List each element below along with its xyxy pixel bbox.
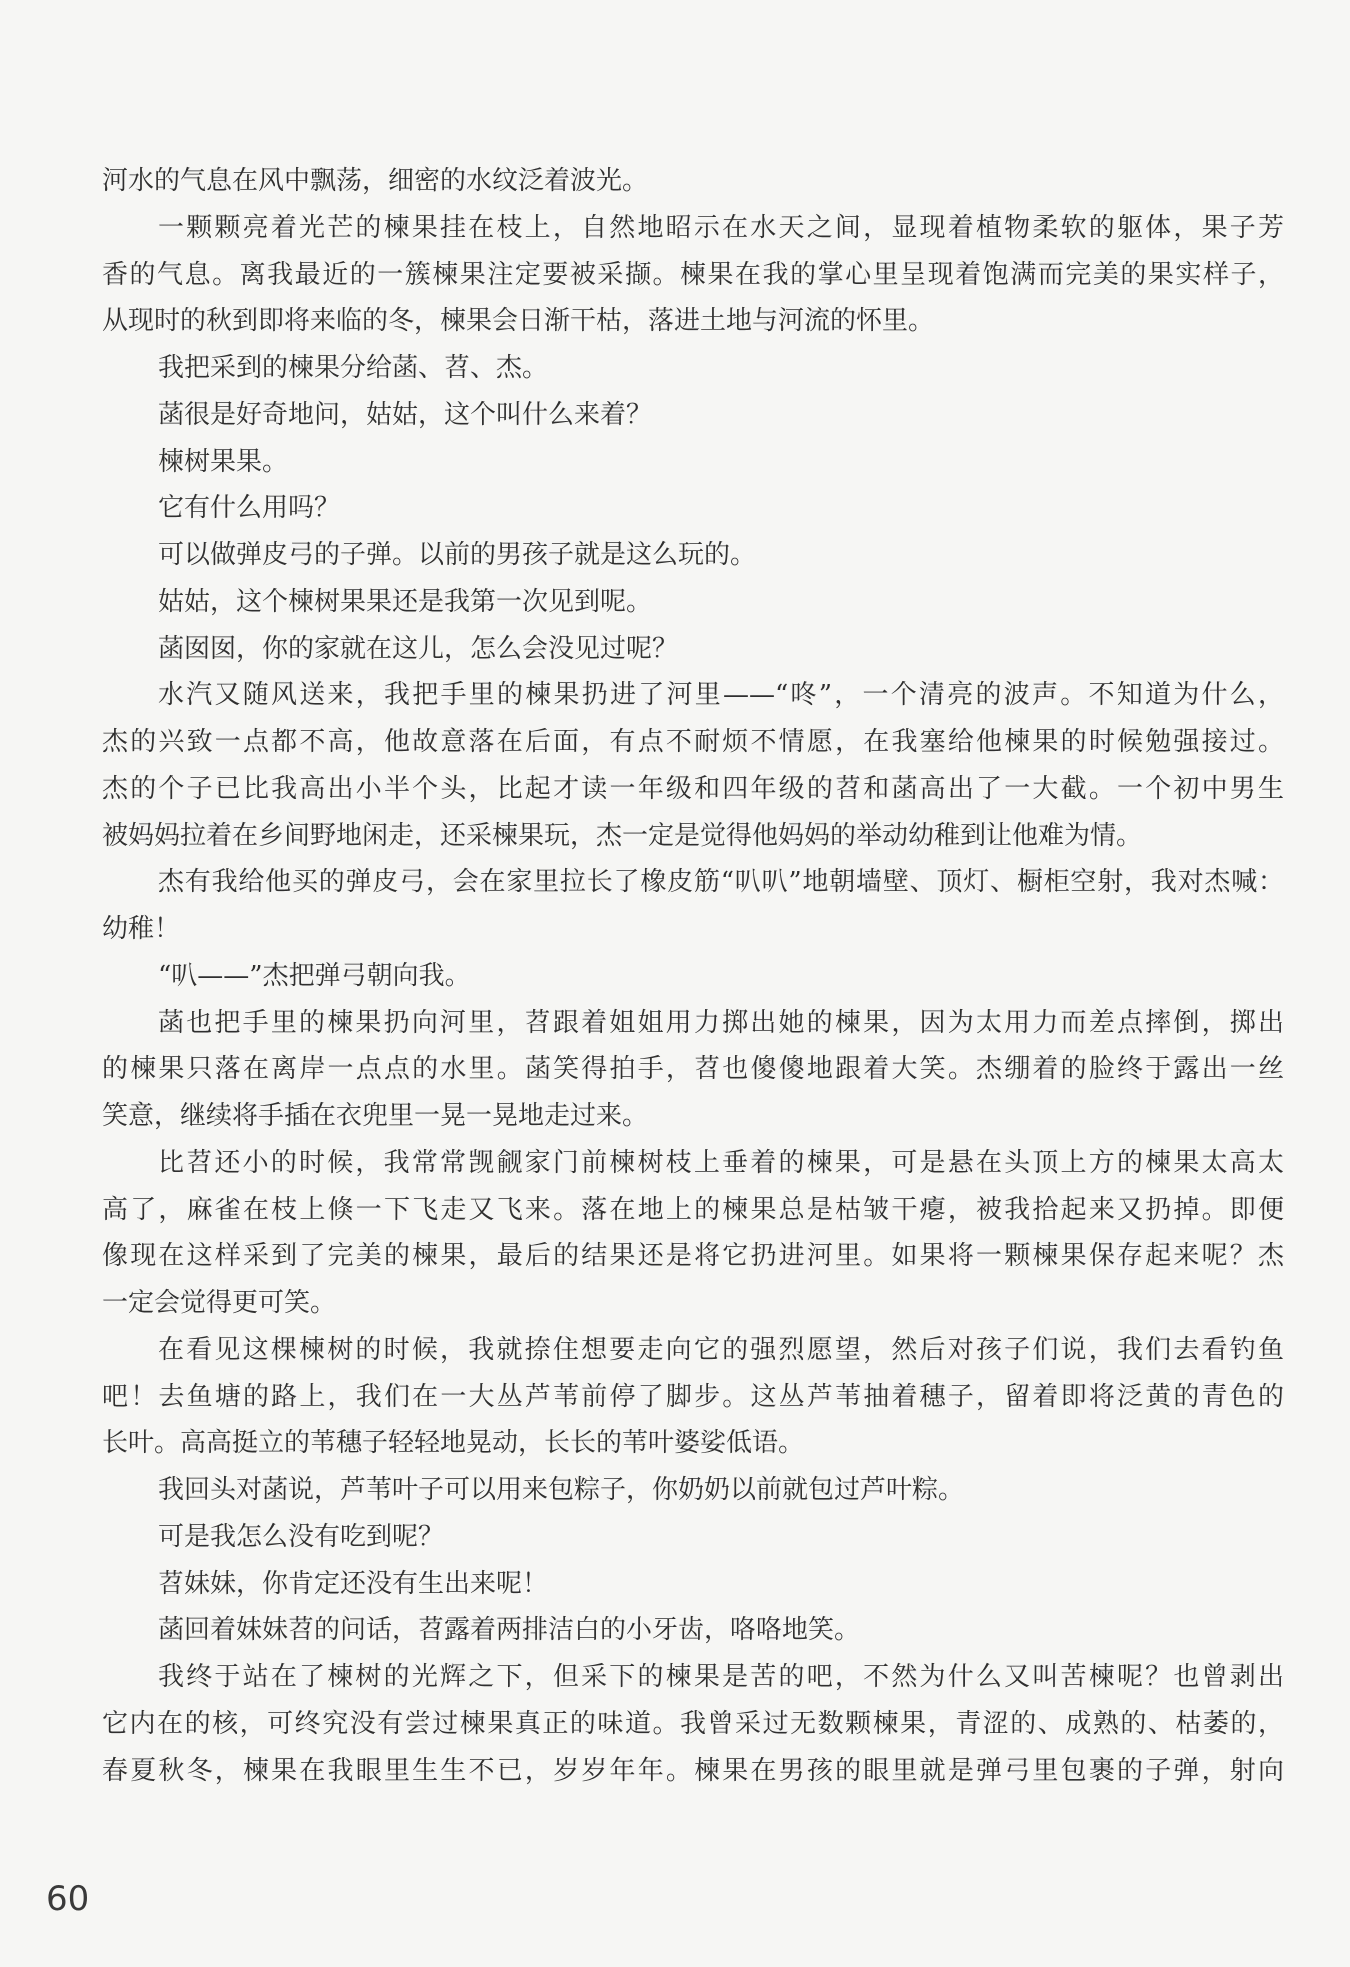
paragraph (102, 579, 1284, 626)
paragraph (102, 1000, 1284, 1140)
paragraph (102, 392, 1284, 439)
text-line: 长叶。高高挺立的苇穗子轻轻地晃动，长长的苇叶婆娑低语。 (102, 1428, 805, 1459)
text-line: 杰的兴致一点都不高，他故意落在后面，有点不耐烦不情愿，在我塞给他楝果的时候勉强接过。 (102, 727, 1284, 757)
text-line: 一定会觉得更可笑。 (102, 1288, 337, 1318)
paragraph (102, 485, 1284, 532)
page-number: 60 (46, 1879, 90, 1919)
text-line: 在看见这棵楝树的时候，我就捺住想要走向它的强烈愿望，然后对孩子们说，我们去看钓鱼 (158, 1334, 1284, 1365)
text-line: 苕妹妹，你肯定还没有生出来呢！ (158, 1568, 549, 1599)
paragraph (102, 672, 1284, 859)
body-text (102, 158, 1284, 1794)
paragraph (102, 1514, 1284, 1561)
text-line: 菡囡囡，你的家就在这儿，怎么会没见过呢？ (158, 633, 679, 664)
text-line: 被妈妈拉着在乡间野地闲走，还采楝果玩，杰一定是觉得他妈妈的举动幼稚到让他难为情。 (102, 820, 1143, 851)
paragraph (102, 953, 1284, 1000)
text-line: 可以做弹皮弓的子弹。以前的男孩子就是这么玩的。 (158, 540, 757, 570)
text-line: “叭——”杰把弹弓朝向我。 (158, 960, 471, 991)
text-line: 像现在这样采到了完美的楝果，最后的结果还是将它扔进河里。如果将一颗楝果保存起来呢？杰 (102, 1241, 1284, 1272)
paragraph (102, 1561, 1284, 1608)
text-line: 它内在的核，可终究没有尝过楝果真正的味道。我曾采过无数颗楝果，青涩的、成熟的、枯萎的， (102, 1708, 1284, 1739)
text-line: 幼稚！ (102, 914, 181, 944)
text-line: 我回头对菡说，芦苇叶子可以用来包粽子，你奶奶以前就包过芦叶粽。 (158, 1475, 965, 1505)
paragraph (102, 1654, 1284, 1794)
text-line: 春夏秋冬，楝果在我眼里生生不已，岁岁年年。楝果在男孩的眼里就是弹弓里包裹的子弹，射向 (102, 1755, 1284, 1786)
paragraph (102, 626, 1284, 673)
paragraph-continued (102, 158, 1284, 205)
paragraph (102, 859, 1284, 953)
text-line: 的楝果只落在离岸一点点的水里。菡笑得拍手，苕也傻傻地跟着大笑。杰绷着的脸终于露出一丝 (102, 1054, 1284, 1085)
paragraph (102, 205, 1284, 345)
text-line: 从现时的秋到即将来临的冬，楝果会日渐干枯，落进土地与河流的怀里。 (102, 306, 935, 337)
text-line: 菡也把手里的楝果扔向河里，苕跟着姐姐用力掷出她的楝果，因为太用力而差点摔倒，掷出 (158, 1007, 1284, 1038)
paragraph (102, 1327, 1284, 1467)
text-line: 菡回着妹妹苕的问话，苕露着两排洁白的小牙齿，咯咯地笑。 (158, 1615, 861, 1646)
text-line: 河水的气息在风中飘荡，细密的水纹泛着波光。 (102, 166, 649, 196)
text-line: 可是我怎么没有吃到呢？ (158, 1521, 445, 1552)
text-line: 我终于站在了楝树的光辉之下，但采下的楝果是苦的吧，不然为什么又叫苦楝呢？也曾剥出 (158, 1662, 1284, 1692)
text-line: 香的气息。离我最近的一簇楝果注定要被采撷。楝果在我的掌心里呈现着饱满而完美的果实样子， (102, 259, 1284, 290)
text-line: 比苕还小的时候，我常常觊觎家门前楝树枝上垂着的楝果，可是悬在头顶上方的楝果太高太 (158, 1147, 1284, 1178)
paragraph (102, 345, 1284, 392)
paragraph (102, 439, 1284, 486)
text-line: 吧！去鱼塘的路上，我们在一大丛芦苇前停了脚步。这丛芦苇抽着穗子，留着即将泛黄的青色的 (102, 1381, 1284, 1412)
text-line: 一颗颗亮着光芒的楝果挂在枝上，自然地昭示在水天之间，显现着植物柔软的躯体，果子芳 (158, 212, 1284, 243)
paragraph (102, 532, 1284, 579)
text-line: 菡很是好奇地问，姑姑，这个叫什么来着？ (158, 399, 653, 430)
paragraph (102, 1140, 1284, 1327)
paragraph (102, 1467, 1284, 1514)
text-line: 姑姑，这个楝树果果还是我第一次见到呢。 (158, 586, 653, 617)
text-line: 水汽又随风送来，我把手里的楝果扔进了河里——“咚”，一个清亮的波声。不知道为什么， (158, 680, 1284, 711)
text-line: 杰有我给他买的弹皮弓，会在家里拉长了橡皮筋“叭叭”地朝墙壁、顶灯、橱柜空射，我对杰喊： (158, 867, 1284, 898)
text-line: 笑意，继续将手插在衣兜里一晃一晃地走过来。 (102, 1101, 649, 1131)
text-line: 它有什么用吗？ (158, 493, 341, 524)
text-line: 我把采到的楝果分给菡、苕、杰。 (158, 353, 549, 383)
text-line: 高了，麻雀在枝上倏一下飞走又飞来。落在地上的楝果总是枯皱干瘪，被我拾起来又扔掉。即便 (102, 1194, 1284, 1225)
text-line: 杰的个子已比我高出小半个头，比起才读一年级和四年级的苕和菡高出了一大截。一个初中男生 (102, 773, 1284, 804)
paragraph (102, 1607, 1284, 1654)
text-line: 楝树果果。 (158, 446, 289, 477)
